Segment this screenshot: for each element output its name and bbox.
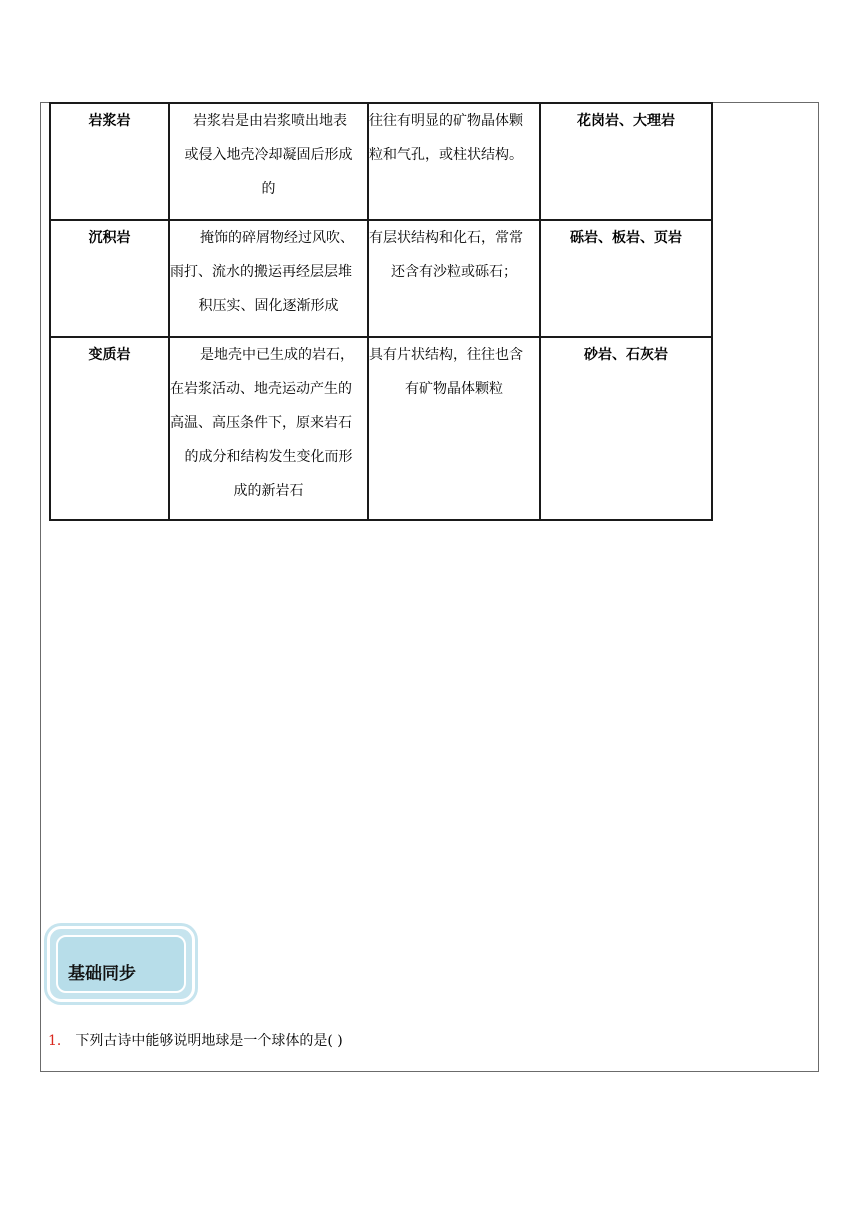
table-row xyxy=(50,220,712,337)
table-row xyxy=(50,103,712,220)
formation-cell xyxy=(169,220,368,337)
formation-cell xyxy=(169,337,368,520)
example-cell: 砾岩、板岩、页岩 xyxy=(540,220,712,337)
question-item xyxy=(48,1030,343,1050)
formation-line: 在岩浆活动、地壳运动产生的 xyxy=(170,381,352,397)
formation-line: 成的新岩石 xyxy=(233,483,304,499)
formation-line: 是地壳中已生成的岩石， xyxy=(200,347,354,363)
table-row xyxy=(50,337,712,520)
formation-line: 掩饰的碎屑物经过风吹、 xyxy=(200,230,354,246)
question-number: 1． xyxy=(48,1033,71,1049)
feature-line: 粒和气孔，或柱状结构。 xyxy=(369,147,523,163)
example-cell: 砂岩、石灰岩 xyxy=(540,337,712,520)
section-title: 基础同步 xyxy=(68,964,136,984)
feature-line: 有层状结构和化石，常常 xyxy=(369,230,523,246)
formation-line: 积压实、固化逐渐形成 xyxy=(198,298,339,314)
feature-cell xyxy=(368,337,540,520)
formation-line: 高温、高压条件下，原来岩石 xyxy=(170,415,352,431)
formation-cell xyxy=(169,103,368,220)
formation-line: 岩浆岩是由岩浆喷出地表 xyxy=(193,113,347,129)
section-badge xyxy=(47,926,195,1002)
rock-types-table xyxy=(49,102,713,521)
feature-cell xyxy=(368,103,540,220)
formation-line: 的 xyxy=(261,181,276,197)
formation-line: 的成分和结构发生变化而形 xyxy=(184,449,353,465)
feature-cell xyxy=(368,220,540,337)
question-text: 下列古诗中能够说明地球是一个球体的是( ) xyxy=(75,1033,343,1049)
formation-line: 或侵入地壳冷却凝固后形成 xyxy=(184,147,353,163)
feature-line: 往往有明显的矿物晶体颗 xyxy=(369,113,523,129)
formation-line: 雨打、流水的搬运再经层层堆 xyxy=(170,264,352,280)
feature-line: 具有片状结构，往往也含 xyxy=(369,347,523,363)
rock-name-cell: 岩浆岩 xyxy=(50,103,169,220)
feature-line: 还含有沙粒或砾石； xyxy=(391,264,517,280)
rock-name-cell: 沉积岩 xyxy=(50,220,169,337)
example-cell: 花岗岩、大理岩 xyxy=(540,103,712,220)
feature-line: 有矿物晶体颗粒 xyxy=(405,381,503,397)
rock-name-cell: 变质岩 xyxy=(50,337,169,520)
